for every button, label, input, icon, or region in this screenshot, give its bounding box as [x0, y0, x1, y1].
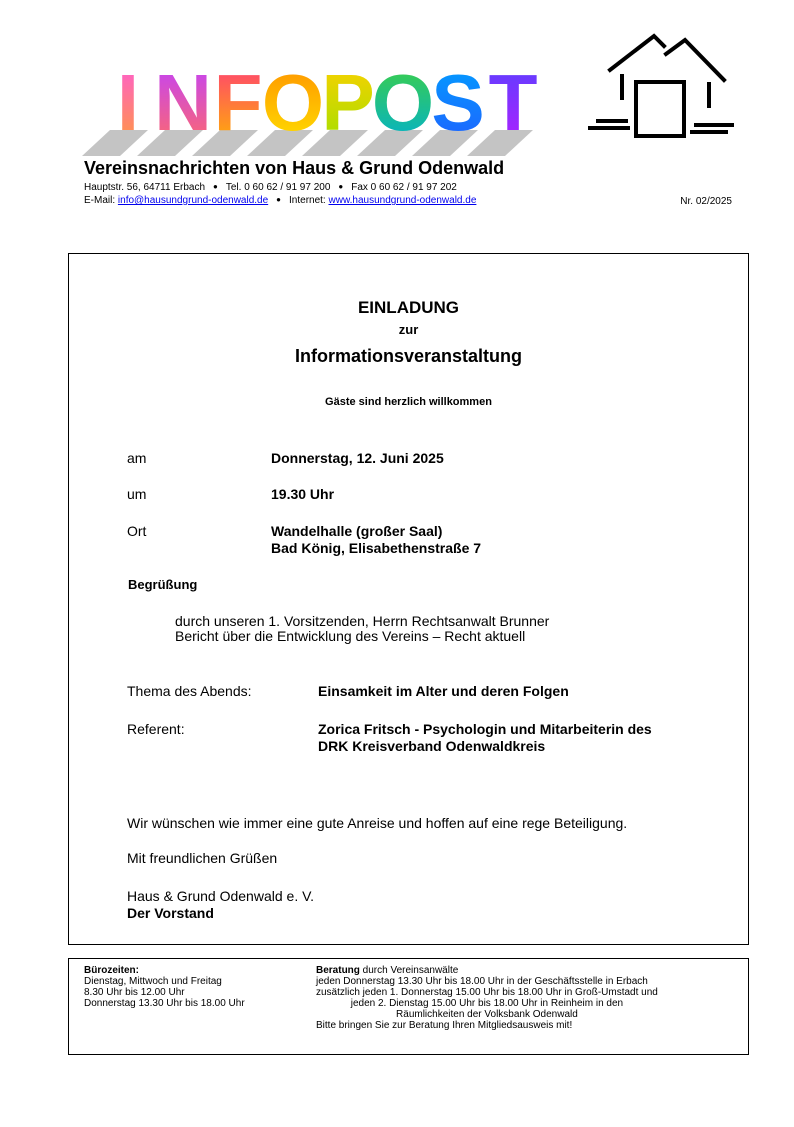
logo-letter: O [261, 60, 325, 147]
greeting-line-1: durch unseren 1. Vorsitzenden, Herrn Rechtsanwalt Brunner [175, 613, 550, 629]
web-line [84, 195, 476, 206]
closing-text: Wir wünschen wie immer eine gute Anreise und hoffen auf eine rege Beteiligung. [127, 815, 628, 831]
place-line-1: Wandelhalle (großer Saal) [271, 523, 443, 539]
place-line-2: Bad König, Elisabethenstraße 7 [271, 540, 482, 556]
phone: Tel. 0 60 62 / 91 97 200 [225, 182, 331, 193]
office-hours-title: Bürozeiten: [84, 965, 139, 976]
office-hours-line: Dienstag, Mittwoch und Freitag [84, 976, 222, 987]
logo-letter: F [213, 60, 263, 147]
consultation-title-rest: durch Vereinsanwälte [359, 965, 459, 976]
separator-dot: ● [276, 195, 282, 204]
office-hours [84, 965, 245, 1009]
invitation-sub: zur [398, 322, 419, 337]
internet-label: Internet: [289, 195, 326, 206]
organization-name: Haus & Grund Odenwald e. V. [127, 888, 315, 904]
office-hours-line: 8.30 Uhr bis 12.00 Uhr [84, 987, 185, 998]
place-label: Ort [127, 523, 147, 539]
house-logo-icon [588, 32, 738, 144]
speaker-line-1: Zorica Fritsch - Psychologin und Mitarbeiterin des [318, 721, 652, 737]
consultation-line: jeden Donnerstag 13.30 Uhr bis 18.00 Uhr in der Geschäftsstelle in Erbach [316, 976, 648, 987]
contact-line [84, 182, 457, 193]
infopost-logo [80, 60, 540, 165]
email-link[interactable]: info@hausundgrund-odenwald.de [117, 195, 269, 206]
logo-letter: T [488, 60, 538, 147]
guests-note: Gäste sind herzlich willkommen [325, 396, 492, 408]
date-label: am [127, 450, 147, 466]
separator-dot: ● [213, 182, 218, 191]
logo-letter: I [116, 60, 140, 147]
consultation-line: Räumlichkeiten der Volksbank Odenwald [396, 1009, 578, 1020]
consultation-heading [316, 965, 658, 976]
fax: Fax 0 60 62 / 91 97 202 [351, 182, 457, 193]
event-title: Informationsveranstaltung [294, 346, 523, 366]
logo-letter: S [431, 60, 485, 147]
consultation-title: Beratung [316, 965, 360, 976]
regards-text: Mit freundlichen Grüßen [127, 850, 278, 866]
time-value: 19.30 Uhr [271, 486, 335, 502]
logo-letter: O [371, 60, 435, 147]
address: Hauptstr. 56, 64711 Erbach [84, 182, 206, 193]
consultation-info [316, 965, 658, 1031]
greeting-line-2: Bericht über die Entwicklung des Vereins – Recht aktuell [175, 628, 526, 644]
topic-value: Einsamkeit im Alter und deren Folgen [318, 683, 569, 699]
newsletter-title: Vereinsnachrichten von Haus & Grund Odenwald [84, 158, 505, 178]
logo-letter: N [154, 60, 212, 147]
topic-label: Thema des Abends: [127, 683, 252, 699]
consultation-line: Bitte bringen Sie zur Beratung Ihren Mitgliedsausweis mit! [316, 1020, 573, 1031]
board-signature: Der Vorstand [127, 905, 214, 921]
invitation-heading: EINLADUNG [357, 298, 460, 317]
email-label: E-Mail: [84, 195, 116, 206]
logo-letter: P [321, 60, 375, 147]
greeting-title: Begrüßung [128, 577, 198, 592]
separator-dot: ● [338, 182, 344, 191]
speaker-line-2: DRK Kreisverband Odenwaldkreis [318, 738, 546, 754]
date-value: Donnerstag, 12. Juni 2025 [271, 450, 444, 466]
website-link[interactable]: www.hausundgrund-odenwald.de [328, 195, 477, 206]
consultation-line: jeden 2. Dienstag 15.00 Uhr bis 18.00 Uhr in Reinheim in den [350, 998, 624, 1009]
speaker-label: Referent: [127, 721, 185, 737]
office-hours-line: Donnerstag 13.30 Uhr bis 18.00 Uhr [84, 998, 245, 1009]
time-label: um [127, 486, 147, 502]
consultation-line: zusätzlich jeden 1. Donnerstag 15.00 Uhr bis 18.00 Uhr in Groß-Umstadt und [316, 987, 658, 998]
issue-number: Nr. 02/2025 [680, 196, 732, 207]
